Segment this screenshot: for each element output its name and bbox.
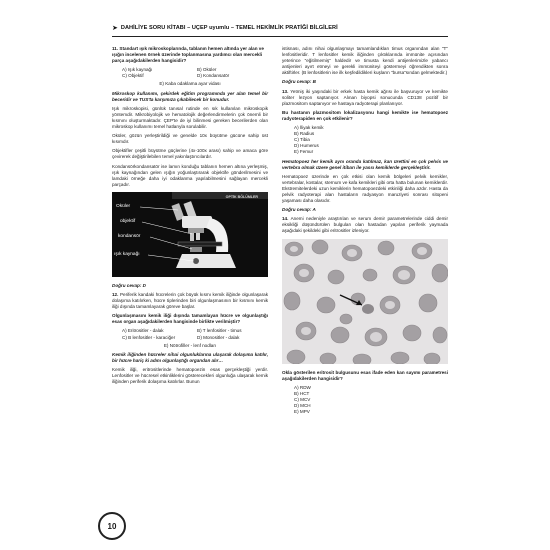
q11-option-a[interactable]: A) Işık kaynağı <box>122 67 153 73</box>
question-14-options <box>282 385 448 415</box>
q12-option-d[interactable]: D) Monositler - dalak <box>197 334 240 340</box>
q11-option-c[interactable]: C) Objektif <box>122 73 144 79</box>
answer-11: Doğru cevap: D <box>112 282 146 288</box>
q12-option-e[interactable]: E) Nötrofiller - lenf nodları <box>163 342 217 348</box>
explanation-note: Hematopoez her kemik aynı oranda katılmaz, kan ürettini en çok pelvis ve vertebra olmak üzere genel itibarı ile yassı kemiklerde gerçekleştirir. <box>282 158 448 170</box>
label-objective: objektif <box>120 218 136 224</box>
question-11-options <box>122 67 268 79</box>
q13-option-d[interactable]: D) Humerus <box>294 143 319 149</box>
question-12-question: Olgunlaşmasını kemik iliği dışında tamamlayan hücre ve olgunlaştığı esas organ aşağıdakilerden hangisinde birlikte verilmiştir? <box>112 313 268 325</box>
label-condenser: kondansör <box>118 233 141 239</box>
blood-smear-image <box>282 239 448 364</box>
explanation-paragraph: istisnası, adını nihai olgunlaşmayı tamamlandıkları timus organından alan "T" lenfositleridir. T lenfositler kemik iliğinden çıktıklarında immünite açısından yeterince "eğitilmemiş" haldedir ve timusta kendi antijenlerimizle yabancı antijenleri ayırt etmeyi ve gerekli immüniteyi göstermeyi öğrendikten sonra aktiftirler. (B lenfositlerin ise ilk keşfedildikleri kuşların "bursa"sından gelmektedir.) <box>282 46 448 76</box>
question-13-stem: 13. Yetmiş iki yaşındaki bir erkek hasta kemik ağrısı ile başvuruyor ve kemikte soliter lezyon saptanıyor. Alınan biyopsi sonucunda CD138 pozitif bir plazmositom saptanıyor ve hastaya radyoterapi planlanıyor. <box>282 88 448 106</box>
question-12-stem: 12. Periferik kandaki hücrelerin çok büyük kısmı kemik iliğinde olgunlaşarak dolaşıma katılırken, hücre tiplerinden biri olgunlaşmasının bir kısmını kemik iliği dışında tamamlayarak göreve başlar. <box>112 291 268 310</box>
q11-option-b[interactable]: B) Oküler <box>197 67 217 73</box>
q14-option-c[interactable]: C) MCV <box>294 396 311 402</box>
label-light-source: ışık kaynağı <box>114 251 140 257</box>
blood-smear-illustration <box>282 239 448 364</box>
q12-option-c[interactable]: C) B lenfositler - karaciğer <box>122 334 176 340</box>
explanation-paragraph: Hematopoez üzerinde en çok etkisi olan kemik bölgeleri pelvik kemikler, vertebralar, kostalar, sternum ve kafa kemikleri gibi orta hatta bulunan kemiklerdir. Ekstremitelerdeki uzun kemiklerin hematopoezdeki etkinliği daha azdır. Hasta da pelvik radyoterapi alan hastaların radyasyon maruziyeti sonrası sitopeni yaşaması daha olasıdır. <box>282 173 448 204</box>
microscope-figure <box>112 192 268 277</box>
q13-option-a[interactable]: A) İliyak kemik <box>294 125 324 131</box>
q14-option-e[interactable]: E) MPV <box>294 409 310 415</box>
explanation-paragraph: Oküler, gözün yerleştirildiği ve genelde 10x büyütme gücüne sahip üst kısımdır. <box>112 133 268 145</box>
header-title: DAHİLİYE SORU KİTABI – UÇEP uyumlu – TEMEL HEKİMLİK PRATİĞİ BİLGİLERİ <box>120 25 338 31</box>
q13-option-c[interactable]: C) Tibia <box>294 137 310 143</box>
q14-option-d[interactable]: D) MCH <box>294 403 311 408</box>
explanation-note: Kemik iliğinden hücreler nihai olgunluklarına ulaşarak dolaşıma katılır, bir hücre hariç ki adını olgunlaştığı organdan alır… <box>112 351 268 363</box>
q12-option-a[interactable]: A) Eritrositler - dalak <box>122 328 164 334</box>
explanation-paragraph: Objektifler çeşitli büyütme güçlerine (4x-100x arası) sahip ve amaca göre çevirerek değiştirilebilen temel yakınlaştırıcılardır. <box>112 148 268 160</box>
page-number-badge <box>98 512 126 540</box>
page-number: 10 <box>107 521 117 531</box>
answer-12: Doğru cevap: B <box>282 79 316 85</box>
answer-13: Doğru cevap: A <box>282 207 316 213</box>
header-arrow-icon: ➤ <box>112 25 118 32</box>
header-rule <box>112 36 448 37</box>
explanation-note: Mikroskop kullanımı, çekirdek eğitim programında yer alan temel bir beceridir ve TUS'ta karşımıza çıkabilecek bir konudur. <box>112 90 268 102</box>
question-14-stem: 14. Anemi nedeniyle araştırılan ve serum demir parametrelerinde ciddi demir eksikliği düşündürülen bulguları olan hastadan yapılan periferik yaymada aşağıdaki şekildeki gibi eritrositler izleniyor. <box>282 216 448 234</box>
q13-option-e[interactable]: E) Femur <box>294 149 314 155</box>
explanation-paragraph: Kondansörkondansatör ise lamın konduğu tablanın hemen altına yerleşmiş, ışık kaynağından gelen ışığın yoğunlaştırarak objektife gönderilmesini ve lamdaki örneğe daha iyi odaklanma yapılabilmesini sağlayan mercekli parçadır. <box>112 163 268 187</box>
q13-option-b[interactable]: B) Radius <box>294 131 315 137</box>
page-header <box>112 22 448 34</box>
label-ocular: Oküler <box>116 203 131 209</box>
question-14-question: Okla gösterilen eritrosit bulgusunu esas ifade eden kan sayımı parametresi aşağıdakilerden hangisidir? <box>282 369 448 381</box>
question-12-options <box>122 328 268 340</box>
left-column <box>112 46 268 388</box>
q11-option-d[interactable]: D) Kondansatör <box>197 73 230 79</box>
q14-option-a[interactable]: A) RDW <box>294 384 311 390</box>
q11-option-e[interactable]: E) Kaba odaklama ayar vidası <box>159 81 221 87</box>
right-column <box>282 46 448 415</box>
q12-option-b[interactable]: B) T lenfositler - timus <box>197 328 242 334</box>
question-13-options <box>282 125 448 155</box>
q14-option-b[interactable]: B) HCT <box>294 390 310 396</box>
question-13-question: Bu hastanın plazmositom lokalizasyonu hangi kemikte ise hematopoez radyoterapiden en çok etkilenir? <box>282 109 448 121</box>
explanation-paragraph: Işık mikroskopisi, günlük tanısal rutinde en sık kullanılan mikroskopik yöntemdir. Mikrobiyolojik ve hematolojik değerlendirmelerin çok önemli bir kısmını oluşturmaktadır. ÇEP'te de iyi bilinmesi gereken becerilerden olan mikroskop kullanımı temel hatlarıyla sorulabilir. <box>112 105 268 130</box>
figure-corner-label: OPTİK BÖLÜMLER <box>225 194 258 199</box>
question-11-stem: 11. Standart ışık mikroskoplarında, tablanın hemen altında yer alan ve ışığın incelenen örnek üzerinde toplanmasına yardımcı olan mercekli parça aşağıdakilerden hangisidir? <box>112 46 264 64</box>
explanation-paragraph: Kemik iliği, eritrositlerinde hematopoezin esas gerçekleştiği yerdir. Lenfositler ve hücresel etkinliklerini gösterecekleri olgunluğa ulaşarak kemik iliğinden periferik dolaşıma katılırlar. Bunun <box>112 366 268 385</box>
